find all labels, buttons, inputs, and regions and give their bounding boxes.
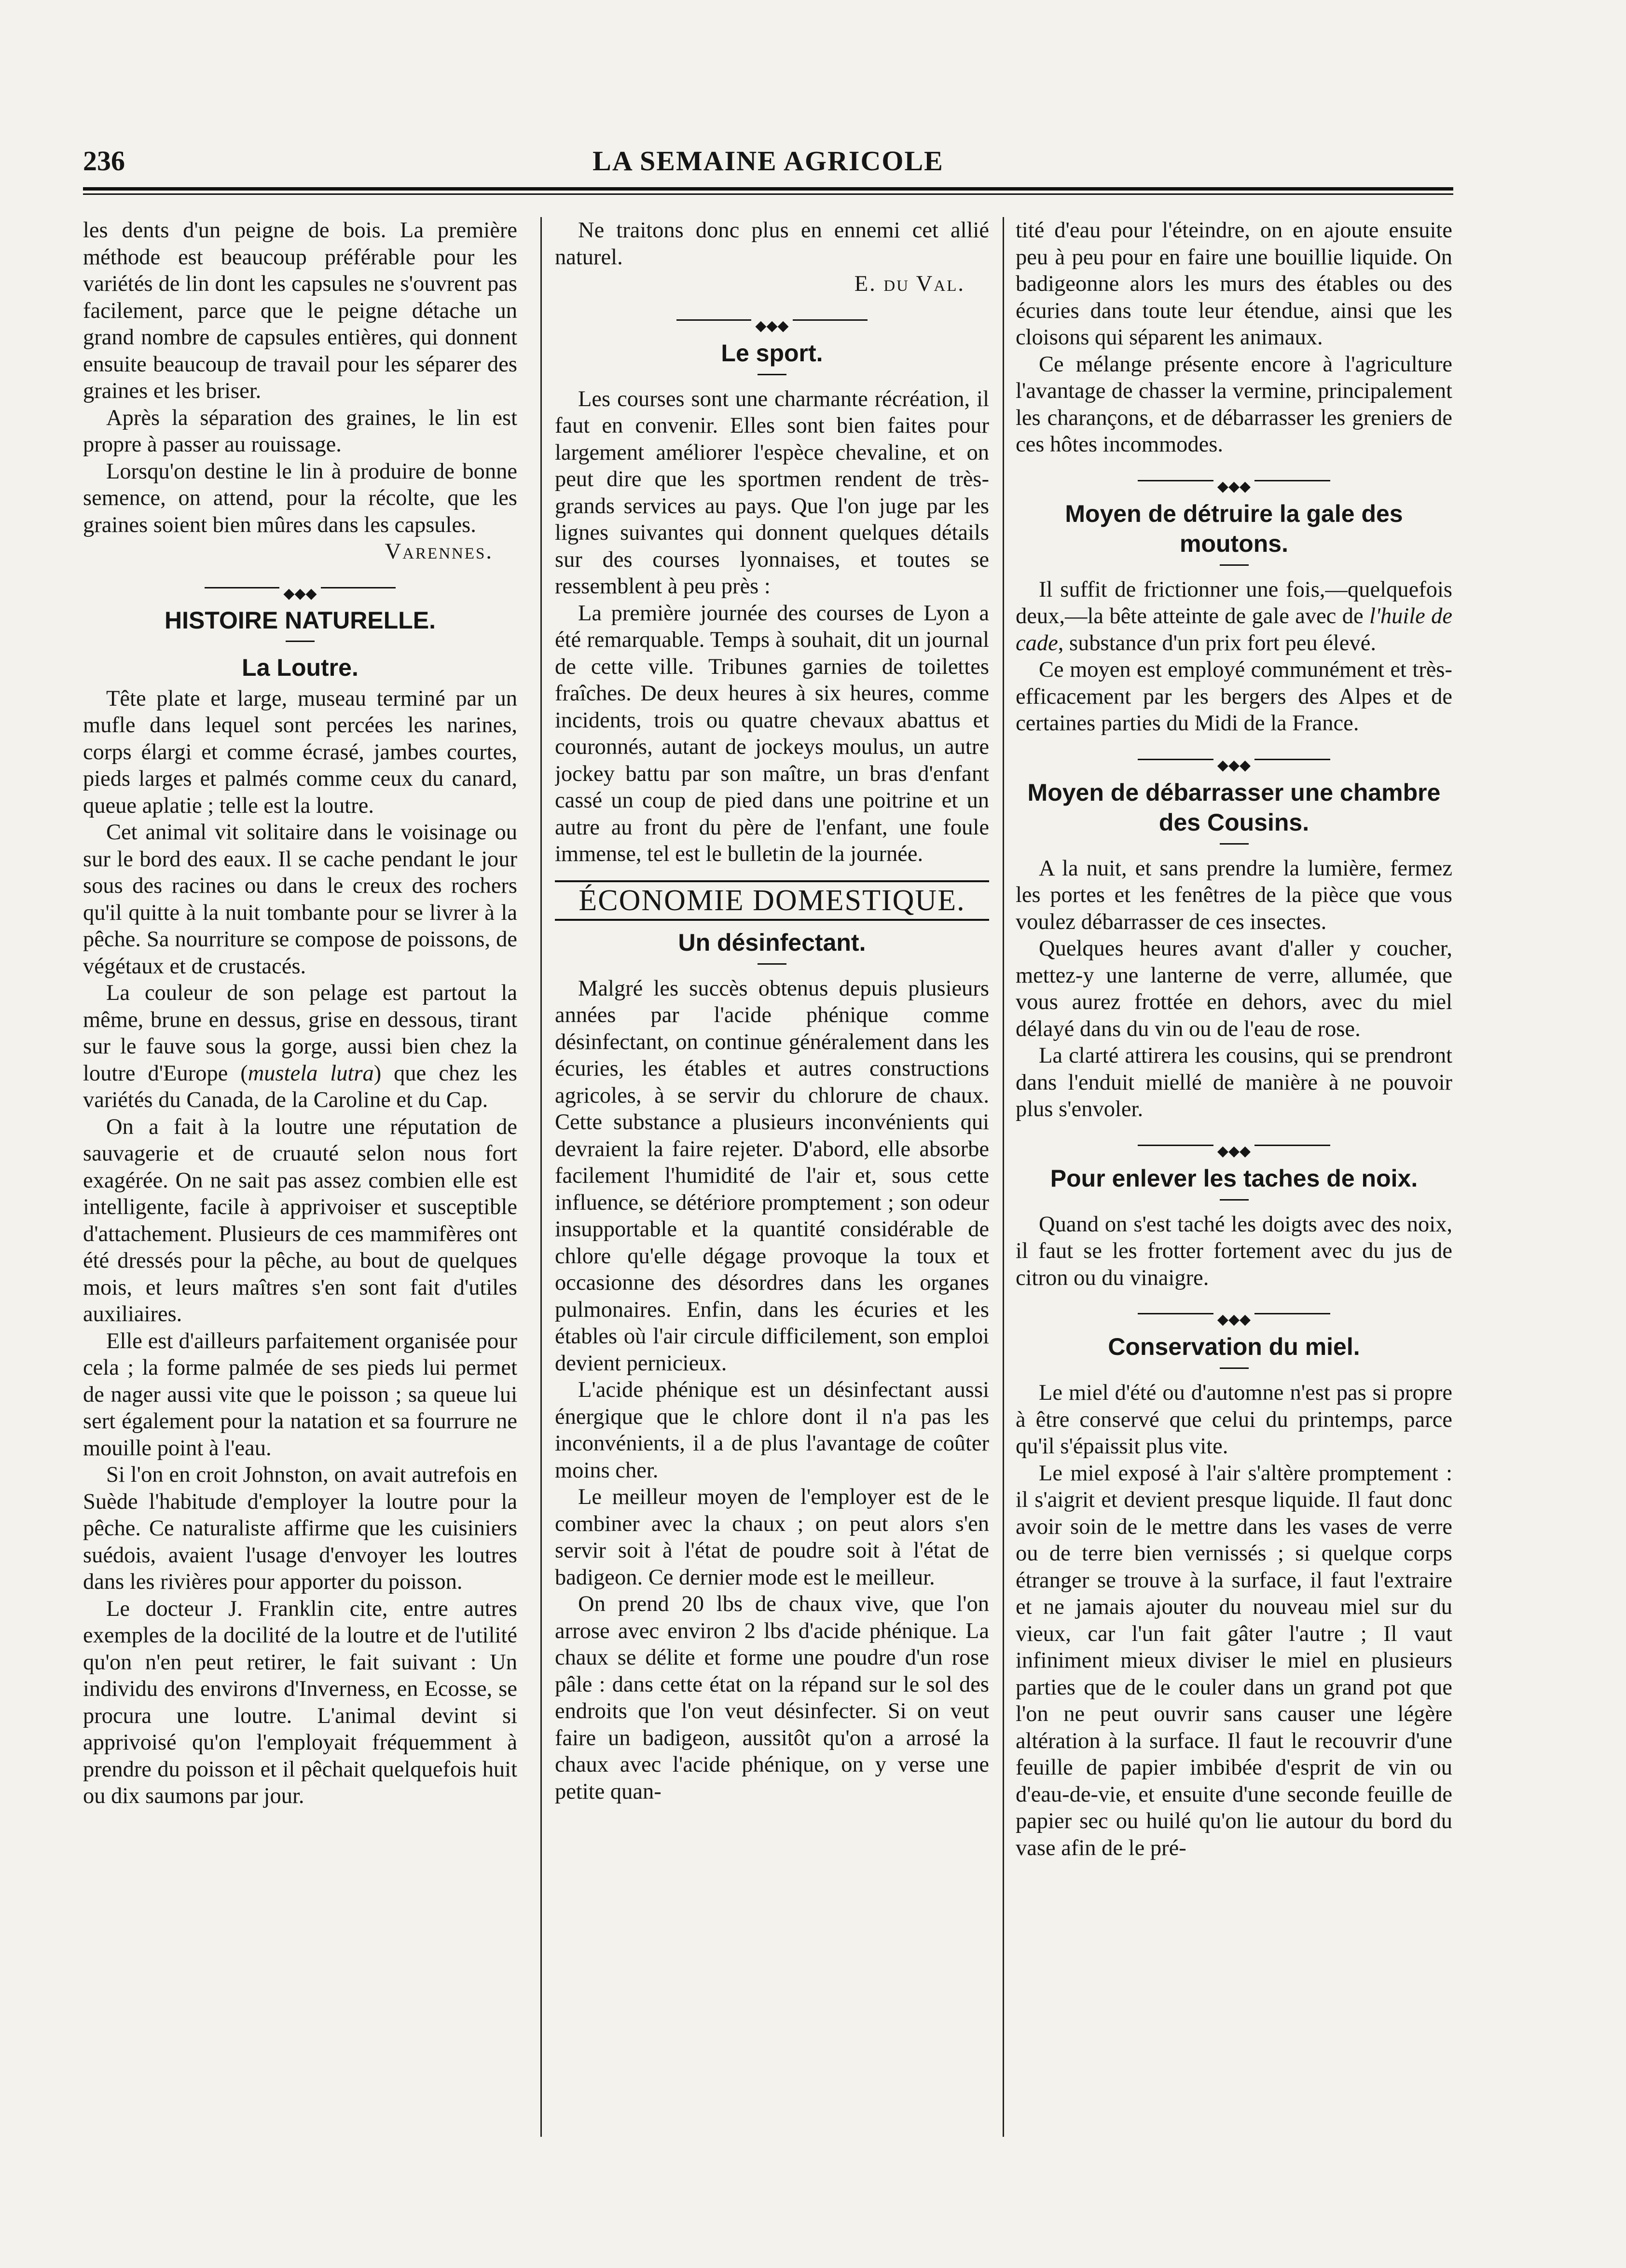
article-title-sport: Le sport.: [721, 339, 823, 367]
paragraph: On prend 20 lbs de chaux vive, que l'on arrose avec environ 2 lbs d'acide phénique. La chaux se délite et forme une poudre d'un rose pâle : dans cette état on la répand sur le sol des endroits que l'on veut désinfecter. Si on veut faire un badigeon, aussitôt qu'on a arrosé la chaux avec l'acide phénique, on y verse une petite quan-: [555, 1592, 989, 1804]
section-separator: [83, 578, 517, 601]
separator-ornament: ◆◆◆: [279, 586, 320, 601]
title-dash: [1220, 843, 1249, 845]
paragraph: La clarté attirera les cousins, qui se prendront dans l'enduit miellé de manière à ne pouvoir plus s'envoler.: [1016, 1043, 1452, 1121]
paragraph: L'acide phénique est un désinfectant aussi énergique que le chlore dont il n'a pas les inconvénients, il a de plus l'avantage de coûter moins cher.: [555, 1378, 989, 1483]
page-number: 236: [83, 145, 125, 177]
paragraph: [1016, 576, 1452, 657]
author-signature: Varennes.: [385, 539, 493, 564]
paragraph: Quelques heures avant d'aller y coucher, mettez-y une lanterne de verre, allumée, que vous aurez frottée en dehors, avec du miel délayé dans du vin ou de l'eau de rose.: [1016, 936, 1452, 1041]
paragraph: Lorsqu'on destine le lin à produire de bonne semence, on attend, pour la récolte, que les graines soient bien mûres dans les capsules.: [83, 459, 517, 537]
journal-title: LA SEMAINE AGRICOLE: [593, 145, 944, 177]
title-dash: [286, 641, 315, 642]
title-dash: [1220, 1199, 1249, 1201]
article-title-loutre: La Loutre.: [242, 654, 358, 681]
paragraph: Ce mélange présente encore à l'agriculture l'avantage de chasser la vermine, principalement les charançons, et de débarrasser les greniers de ces hôtes incommodes.: [1016, 352, 1452, 457]
separator-ornament: ◆◆◆: [1213, 1312, 1254, 1327]
text-run: La couleur de son pelage est partout la même, brune en dessus, grise en dessous, tirant sur le fauve sous la gorge, aussi bien chez la loutre d'Europe (: [83, 981, 517, 1086]
section-title-histoire: HISTOIRE NATURELLE.: [164, 606, 436, 634]
header-rule: [83, 187, 1453, 195]
paragraph: A la nuit, et sans prendre la lumière, fermez les portes et les fenêtres de la pièce que vous voulez débarrasser de ces insectes.: [1016, 856, 1452, 934]
paragraph: Les courses sont une charmante récréation, il faut en convenir. Elles sont bien faites pour largement améliorer l'espèce chevaline, et on peut dire que les sportmen rendent de très-grands services au pays. Que l'on juge par les lignes suivantes qui donnent quelques détails sur des courses lyonnaises, et toutes se ressemblent à peu près :: [555, 386, 989, 599]
title-dash: [758, 374, 786, 375]
paragraph: Tête plate et large, museau terminé par un mufle dans lequel sont percées les narines, corps élargi et comme écrasé, jambes courtes, pieds larges et palmés comme ceux du canard, queue aplatie ; telle est la loutre.: [83, 686, 517, 818]
paragraph: Le meilleur moyen de l'employer est de le combiner avec la chaux ; on peut alors s'en servir soit à l'état de poudre soit à l'état de badigeon. Ce dernier mode est le meilleur.: [555, 1485, 989, 1590]
column-right: [1016, 217, 1452, 2146]
column-middle: [555, 217, 989, 2146]
paragraph: Elle est d'ailleurs parfaitement organisée pour cela ; la forme palmée de ses pieds lui permet de nager aussi vite que le poisson ; sa queue lui sert également pour la natation et sa fourrure ne mouille point à l'eau.: [83, 1328, 517, 1461]
section-separator: [1016, 1304, 1452, 1327]
section-separator: [1016, 471, 1452, 494]
article-title-desinfectant: Un désinfectant.: [678, 929, 866, 956]
latin-name: mustela lutra: [248, 1061, 374, 1086]
section-separator: [555, 310, 989, 334]
section-title-economie: ÉCONOMIE DOMESTIQUE.: [555, 880, 989, 921]
section-separator: [1016, 750, 1452, 773]
separator-ornament: ◆◆◆: [1213, 757, 1254, 773]
separator-ornament: ◆◆◆: [1213, 478, 1254, 494]
paragraph: les dents d'un peigne de bois. La première méthode est beaucoup préférable pour les variétés de lin dont les capsules ne s'ouvrent pas facilement, parce que le peigne détache un grand nombre de capsules entières, qui donnent ensuite beaucoup de travail pour les séparer des graines et les briser.: [83, 218, 517, 403]
article-title-cousins: Moyen de débarrasser une chambre des Cousins.: [1027, 779, 1441, 836]
article-title-gale: Moyen de détruire la gale des moutons.: [1065, 500, 1403, 557]
separator-ornament: ◆◆◆: [751, 318, 792, 334]
paragraph: Ce moyen est employé communément et très-efficacement par les bergers des Alpes et de certaines parties du Midi de la France.: [1016, 657, 1452, 736]
article-title-noix: Pour enlever les taches de noix.: [1050, 1164, 1418, 1192]
column-divider: [1003, 217, 1004, 2137]
column-left: [83, 217, 517, 2146]
title-dash: [1220, 564, 1249, 566]
paragraph: Après la séparation des graines, le lin est propre à passer au rouissage.: [83, 405, 517, 457]
title-dash: [1220, 1367, 1249, 1369]
paragraph: tité d'eau pour l'éteindre, on en ajoute ensuite peu à peu pour en faire une bouillie liquide. On badigeonne alors les murs des étables ou des écuries dans toute leur étendue, ainsi que les cloisons qui séparent les animaux.: [1016, 218, 1452, 350]
paragraph: Le miel exposé à l'air s'altère promptement : il s'aigrit et devient presque liquide. Il faut donc avoir soin de le mettre dans les vases de verre ou de terre bien vernissés ; si quelque corps étranger se trouve à la surface, il faut l'extraire et ne jamais ajouter du nouveau miel sur du vieux, car l'un fait gâter l'autre ; Il vaut infiniment mieux diviser le miel en plusieurs parties que de le couler dans un grand pot que l'on ne peut ouvrir sans causer une légère altération à la surface. Il faut le recouvrir d'une feuille de papier imbibée d'esprit de vin ou d'eau-de-vie, et ensuite d'une seconde feuille de papier sec ou huilé qu'on lie autour du bord du vase afin de le pré-: [1016, 1461, 1452, 1860]
column-divider: [540, 217, 542, 2137]
paragraph: Malgré les succès obtenus depuis plusieurs années par l'acide phénique comme désinfectant, on continue généralement dans les écuries, les étables et autres constructions agricoles, à se servir du chlorure de chaux. Cette substance a plusieurs inconvénients qui devraient la faire rejeter. D'abord, elle absorbe facilement l'humidité de l'air et, sous cette influence, se détériore promptement ; son odeur insupportable et la quantité considérable de chlore qu'elle dégage provoque la toux et occasionne des désordres dans les organes pulmonaires. Enfin, dans les écuries et les étables où l'air circule difficilement, son emploi devient pernicieux.: [555, 976, 989, 1376]
paragraph: La première journée des courses de Lyon a été remarquable. Temps à souhait, dit un journal de cette ville. Tribunes garnies de toilettes fraîches. De deux heures à six heures, comme incidents, trois ou quatre chevaux abattus et couronnés, autant de jockeys moulus, un autre jockey battu par son maître, un bras d'enfant cassé un coup de pied dans une poitrine et un autre au front du père de l'enfant, une foule immense, tel est le bulletin de la journée.: [555, 601, 989, 866]
title-dash: [758, 963, 786, 965]
paragraph: Le miel d'été ou d'automne n'est pas si propre à être conservé que celui du printemps, parce qu'il s'épaissit plus vite.: [1016, 1380, 1452, 1459]
paragraph: On a fait à la loutre une réputation de sauvagerie et de cruauté selon nous fort exagérée. On ne sait pas assez combien elle est intelligente, facile à apprivoiser et susceptible d'attachement. Plusieurs de ces mammifères ont été dressés pour la pêche, au bout de quelques mois, et leurs maîtres s'en sont fait d'utiles auxiliaires.: [83, 1114, 517, 1326]
paragraph: [83, 980, 517, 1114]
section-separator: [1016, 1135, 1452, 1159]
paragraph: Le docteur J. Franklin cite, entre autres exemples de la docilité de la loutre et de l'utilité qu'on n'en peut retirer, le fait suivant : Un individu des environs d'Inverness, en Ecosse, se procura une loutre. L'animal devint si apprivoisé qu'on l'employait fréquemment à prendre du poisson et il pêchait quelquefois huit ou dix saumons par jour.: [83, 1596, 517, 1808]
paragraph: Si l'on en croit Johnston, on avait autrefois en Suède l'habitude d'employer la loutre pour la pêche. Ce naturaliste affirme que les cuisiniers suédois, avaient l'usage d'envoyer les loutres dans les rivières pour apporter du poisson.: [83, 1462, 517, 1594]
text-run: Il suffit de frictionner une fois,—quelquefois deux,—la bête atteinte de gale avec de: [1016, 577, 1452, 628]
text-run: , substance d'un prix fort peu élevé.: [1058, 630, 1376, 656]
italic-term: l'huile de cade: [1016, 604, 1452, 656]
paragraph: Ne traitons donc plus en ennemi cet allié naturel.: [555, 218, 989, 270]
page-header: [83, 145, 1453, 183]
paragraph: Quand on s'est taché les doigts avec des noix, il faut se les frotter fortement avec du jus de citron ou du vinaigre.: [1016, 1212, 1452, 1290]
paragraph: Cet animal vit solitaire dans le voisinage ou sur le bord des eaux. Il se cache pendant le jour sous des racines ou dans le creux des rochers qu'il quitte à la nuit tombante pour se livrer à la pêche. Sa nourriture se compose de poissons, de végétaux et de crustacés.: [83, 820, 517, 979]
separator-ornament: ◆◆◆: [1213, 1143, 1254, 1159]
text-run: ) que chez les variétés du Canada, de la Caroline et du Cap.: [83, 1061, 517, 1112]
article-title-miel: Conservation du miel.: [1108, 1333, 1360, 1360]
author-signature: E. du Val.: [854, 272, 965, 296]
